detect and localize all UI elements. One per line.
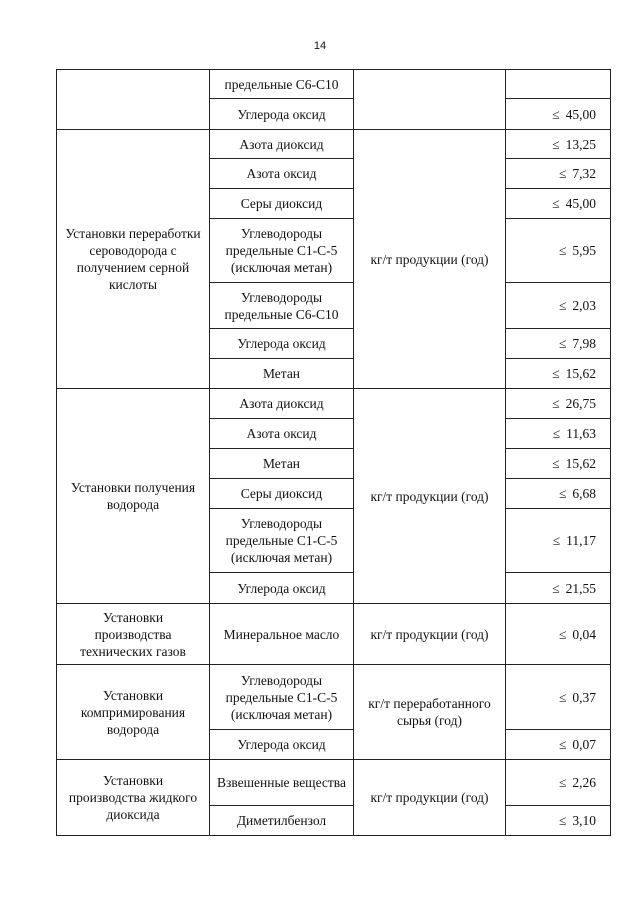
pollutant-cell: Диметилбензол — [210, 806, 354, 836]
unit-cell: кг/т переработанного сырья (год) — [354, 665, 506, 760]
limit-value: 0,37 — [572, 689, 596, 705]
limit-cell — [506, 419, 611, 449]
limit-value: 0,04 — [572, 626, 596, 642]
le-symbol: ≤ — [552, 106, 560, 122]
limit-cell — [506, 449, 611, 479]
le-symbol: ≤ — [552, 136, 560, 152]
limit-value: 45,00 — [565, 196, 596, 211]
limit-value: 13,25 — [565, 136, 596, 152]
pollutant-cell: Углеводороды предельные С1-С-5 (исключая метан) — [210, 665, 354, 730]
limit-cell — [506, 806, 611, 836]
pollutant-cell: Углеводороды предельные С6-С10 — [210, 283, 354, 329]
pollutant-cell: Азота оксид — [210, 159, 354, 189]
limit-value: 6,68 — [572, 486, 596, 501]
pollutant-cell: Углерода оксид — [210, 730, 354, 760]
le-symbol: ≤ — [552, 396, 560, 411]
limit-cell — [506, 479, 611, 509]
pollutant-cell: Углерода оксид — [210, 329, 354, 359]
limit-value: 3,10 — [572, 813, 596, 828]
limit-cell — [506, 604, 611, 665]
group-cell: Установки компримирования водорода — [57, 665, 210, 760]
emissions-table — [56, 69, 611, 836]
table-row — [57, 604, 611, 665]
le-symbol: ≤ — [558, 336, 567, 351]
le-symbol: ≤ — [558, 813, 567, 828]
pollutant-cell: Серы диоксид — [210, 479, 354, 509]
le-symbol: ≤ — [558, 689, 567, 705]
limit-value: 2,03 — [572, 298, 596, 313]
group-cell: Установки производства технических газов — [57, 604, 210, 665]
pollutant-cell: Азота диоксид — [210, 130, 354, 159]
group-cell: Установки переработки сероводорода с получением серной кислоты — [57, 130, 210, 389]
limit-value: 7,32 — [572, 166, 596, 181]
table-row — [57, 130, 611, 159]
limit-cell — [506, 665, 611, 730]
le-symbol: ≤ — [552, 533, 561, 548]
le-symbol: ≤ — [552, 366, 560, 381]
limit-cell — [506, 159, 611, 189]
limit-cell — [506, 760, 611, 806]
le-symbol: ≤ — [558, 298, 567, 313]
pollutant-cell: Углерода оксид — [210, 573, 354, 604]
limit-value: 11,63 — [566, 426, 596, 441]
pollutant-cell: предельные С6-С10 — [210, 70, 354, 99]
le-symbol: ≤ — [558, 737, 567, 752]
limit-cell — [506, 130, 611, 159]
group-cell: Установки получения водорода — [57, 389, 210, 604]
limit-cell — [506, 70, 611, 99]
limit-cell — [506, 329, 611, 359]
table-row — [57, 665, 611, 730]
limit-value: 5,95 — [572, 243, 596, 258]
limit-cell — [506, 219, 611, 283]
le-symbol: ≤ — [552, 426, 561, 441]
limit-value: 45,00 — [565, 106, 596, 122]
le-symbol: ≤ — [552, 196, 560, 211]
limit-value: 0,07 — [572, 737, 596, 752]
unit-cell: кг/т продукции (год) — [354, 604, 506, 665]
limit-cell — [506, 99, 611, 130]
limit-value: 11,17 — [566, 533, 596, 548]
pollutant-cell: Взвешенные вещества — [210, 760, 354, 806]
pollutant-cell: Метан — [210, 449, 354, 479]
pollutant-cell: Углерода оксид — [210, 99, 354, 130]
pollutant-cell: Серы диоксид — [210, 189, 354, 219]
table-row — [57, 389, 611, 419]
table-row — [57, 70, 611, 99]
limit-value: 21,55 — [565, 580, 596, 596]
page-number: 14 — [313, 40, 327, 52]
limit-cell — [506, 359, 611, 389]
pollutant-cell: Азота диоксид — [210, 389, 354, 419]
le-symbol: ≤ — [558, 626, 567, 642]
pollutant-cell: Углеводороды предельные С1-С-5 (исключая метан) — [210, 509, 354, 573]
unit-cell: кг/т продукции (год) — [354, 130, 506, 389]
limit-value: 15,62 — [565, 456, 596, 471]
limit-cell — [506, 283, 611, 329]
unit-cell: кг/т продукции (год) — [354, 389, 506, 604]
limit-cell — [506, 389, 611, 419]
group-cell: Установки производства жидкого диоксида — [57, 760, 210, 836]
pollutant-cell: Минеральное масло — [210, 604, 354, 665]
pollutant-cell: Метан — [210, 359, 354, 389]
limit-cell — [506, 189, 611, 219]
table-row — [57, 760, 611, 806]
limit-value: 2,26 — [572, 775, 596, 790]
le-symbol: ≤ — [552, 580, 560, 596]
limit-value: 7,98 — [572, 336, 596, 351]
limit-cell — [506, 573, 611, 604]
le-symbol: ≤ — [558, 243, 567, 258]
limit-value: 26,75 — [565, 396, 596, 411]
le-symbol: ≤ — [558, 166, 567, 181]
unit-cell: кг/т продукции (год) — [354, 760, 506, 836]
le-symbol: ≤ — [558, 486, 567, 501]
le-symbol: ≤ — [558, 775, 567, 790]
limit-cell — [506, 509, 611, 573]
unit-cell — [354, 70, 506, 130]
pollutant-cell: Углеводороды предельные С1-С-5 (исключая метан) — [210, 219, 354, 283]
le-symbol: ≤ — [552, 456, 560, 471]
group-cell — [57, 70, 210, 130]
limit-value: 15,62 — [565, 366, 596, 381]
limit-cell — [506, 730, 611, 760]
pollutant-cell: Азота оксид — [210, 419, 354, 449]
